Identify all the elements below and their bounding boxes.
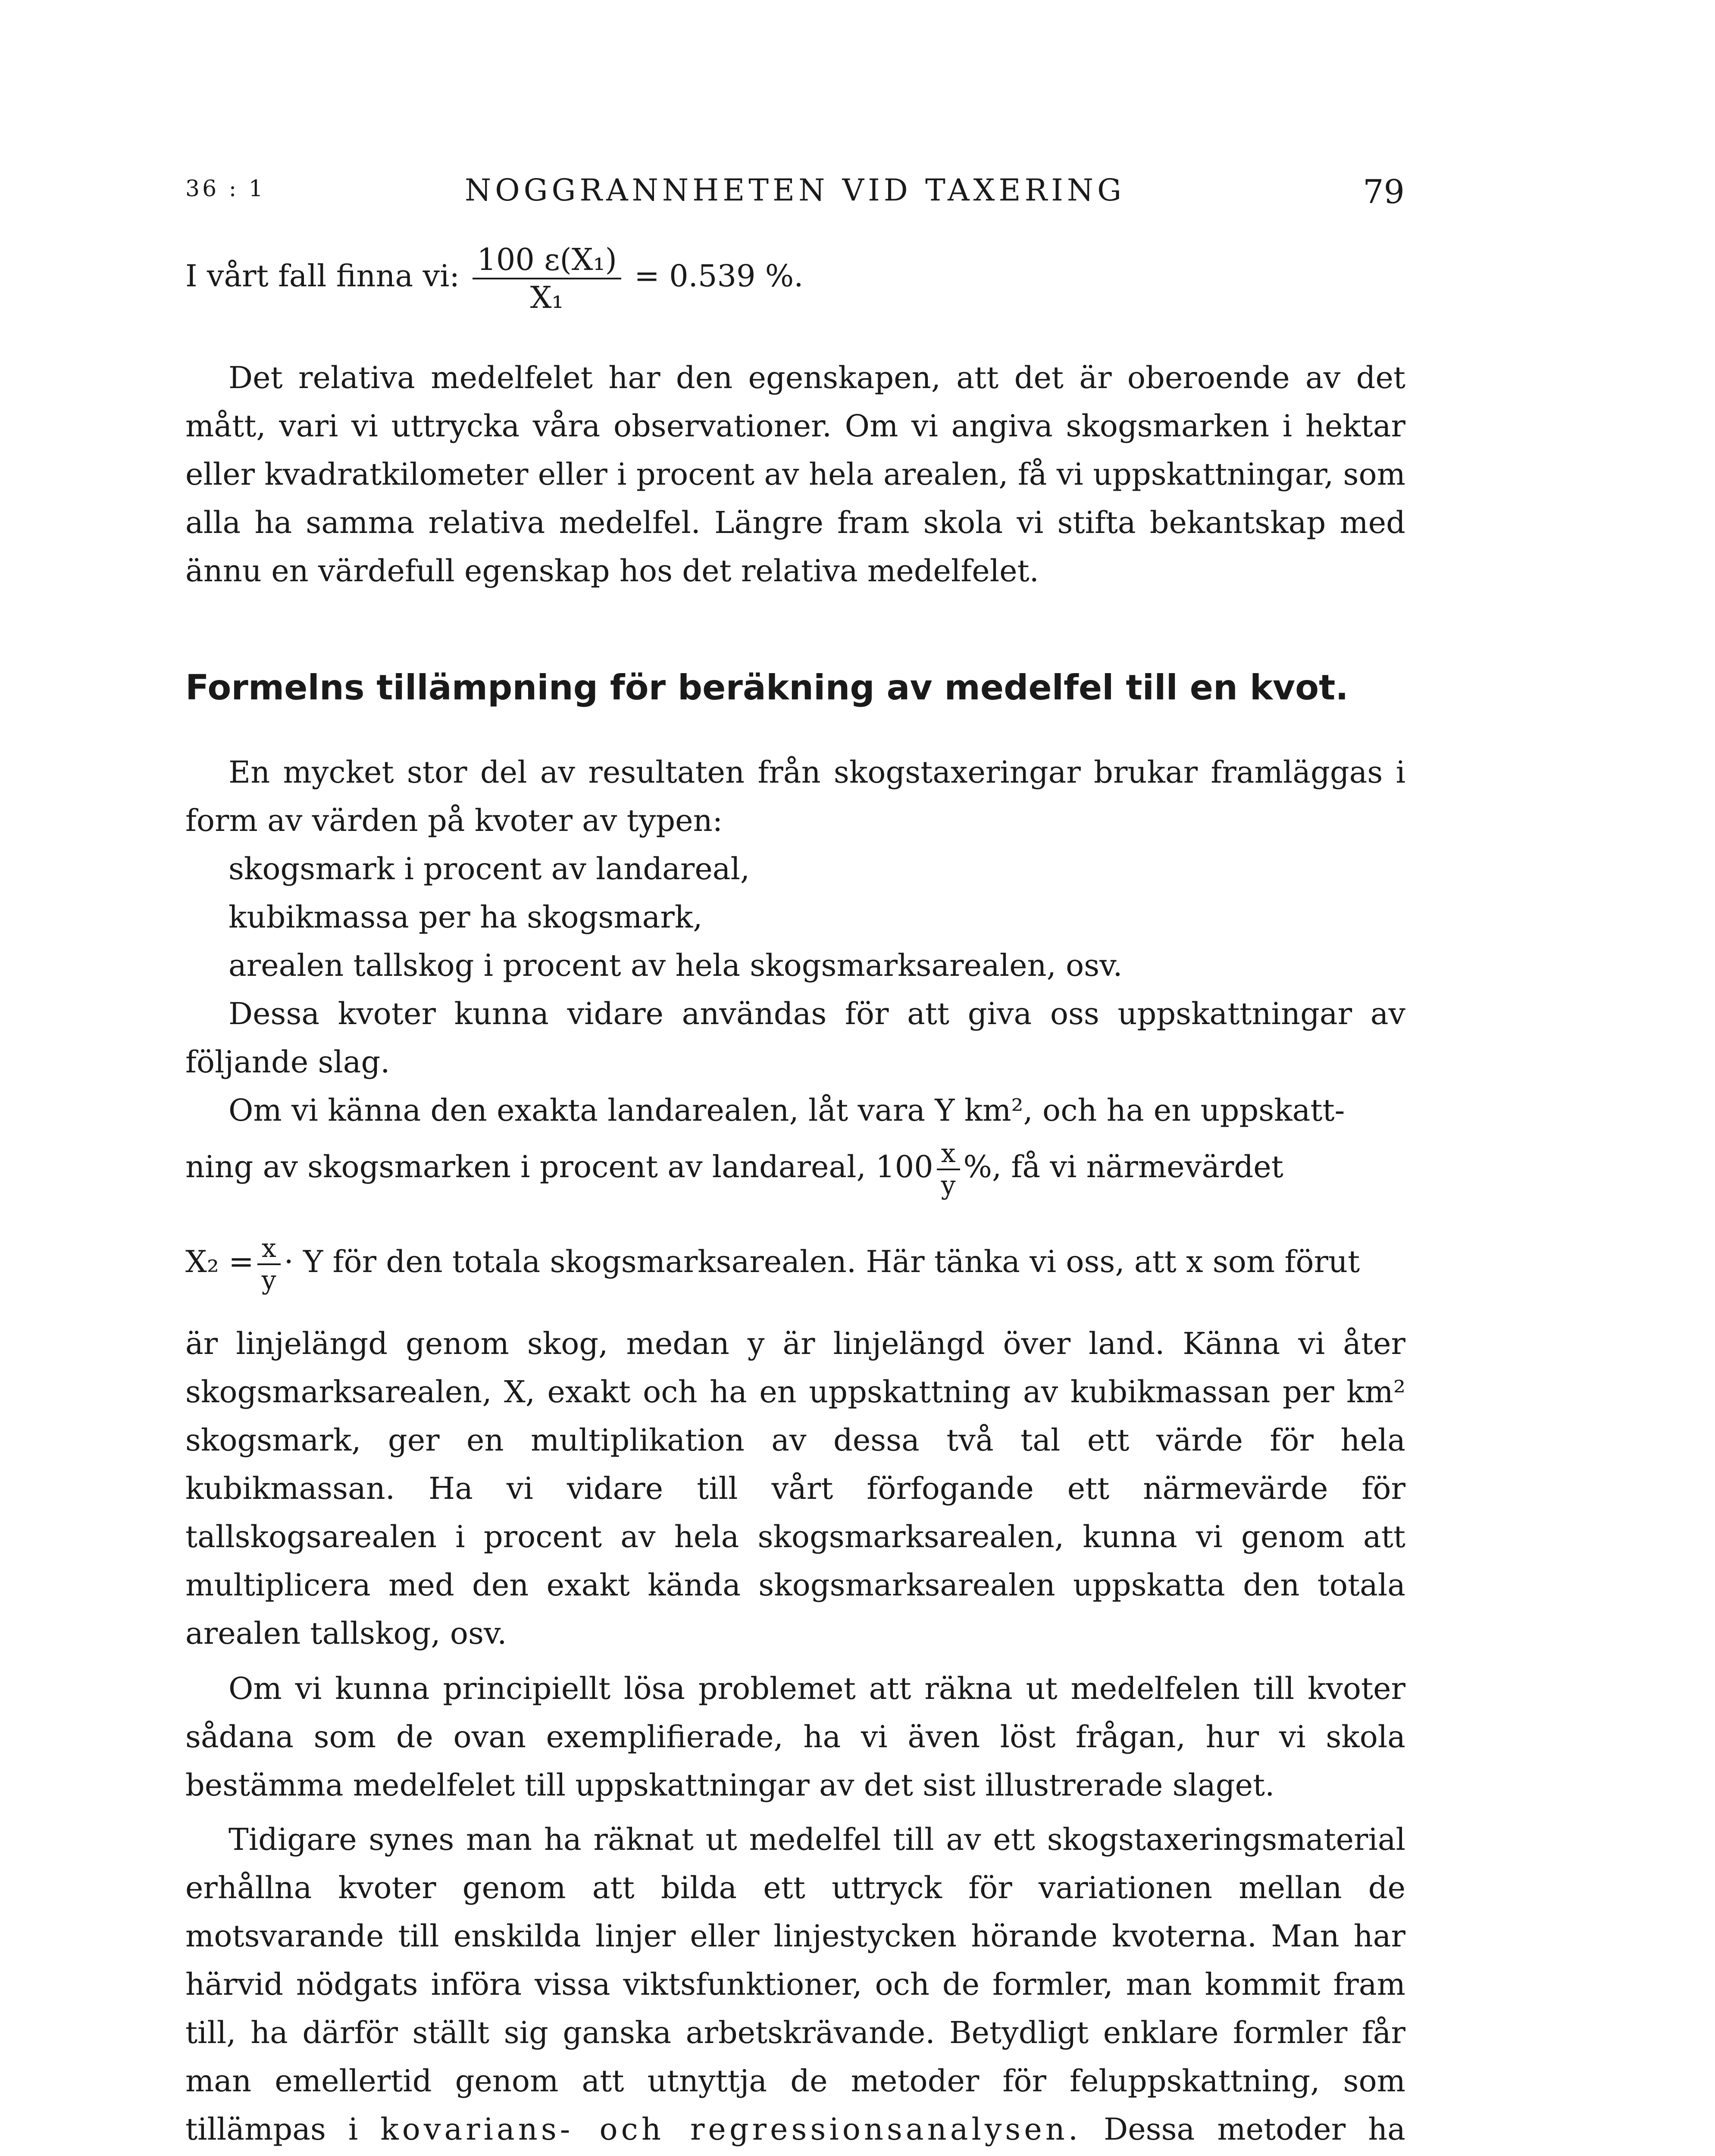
formula-fraction — [473, 241, 621, 316]
section-heading: Formelns tillämpning för beräkning av medelfel till en kvot. — [185, 667, 1349, 708]
fraction-denominator: y — [261, 1265, 276, 1295]
formula-lead: I vårt fall finna vi: — [185, 258, 460, 294]
line-2-text: ning av skogsmarken i procent av landareal, 100 — [185, 1149, 933, 1185]
fraction-numerator: x — [257, 1233, 281, 1265]
fraction-numerator: x — [937, 1138, 960, 1170]
paragraph-4-rest: är linjelängd genom skog, medan y är linjelängd över land. Känna vi åter skogsmarksarealen, X, exakt och ha en uppskattning av kubikmassan per km² skogsmark, ger en multiplikation av dessa två tal ett värde för hela kubikmassan. Ha vi vidare till vårt förfogande ett närmevärde för tallskogsarealen i procent av hela skogsmarksarealen, kunna vi genom att multiplicera med den exakt kända skogsmarksarealen uppskatta den totala arealen tallskog, osv. — [185, 1326, 1405, 1651]
running-title: NOGGRANNHETEN VID TAXERING — [464, 172, 1126, 208]
paragraph-6-part-2: Dessa metoder ha — [1104, 2112, 1405, 2147]
list-item: arealen tallskog i procent av hela skogsmarksarealen, osv. — [228, 948, 1123, 983]
paragraph-4-line-3 — [185, 1233, 1405, 1311]
paragraph-6-part-1: Tidigare synes man ha räknat ut medelfel till av ett skogstaxeringsmaterial erhållna kvoter genom att bilda ett uttryck för variationen mellan de motsvarande till enskilda linjer eller linjestycken hörande kvoterna. Man har härvid nödgats införa vissa viktsfunktioner, och de formler, man kommit fram till, ha därför ställt sig ganska arbetskrävande. Betydligt enklare formler får man emellertid genom att utnyttja de metoder för feluppskattning, som tillämpas i — [185, 1822, 1405, 2147]
fraction-x-over-y-2 — [257, 1233, 281, 1295]
line-2-text-end: %, få vi närmevärdet — [963, 1149, 1283, 1185]
paragraph-5: Om vi kunna principiellt lösa problemet att räkna ut medelfelen till kvoter sådana som de ovan exemplifierade, ha vi även löst frågan, hur vi skola bestämma medelfelet till uppskattningar av det sist illustrerade slaget. — [185, 1671, 1405, 1803]
paragraph-4-line-2 — [185, 1138, 1405, 1216]
formula-denominator: X₁ — [530, 280, 564, 315]
paragraph-1: Det relativa medelfelet har den egenskapen, att det är oberoende av det mått, vari vi uttrycka våra observationer. Om vi angiva skogsmarken i hektar eller kvadratkilometer eller i procent av hela arealen, få vi uppskattningar, som alla ha samma relativa medelfel. Längre fram skola vi stifta bekantskap med ännu en värdefull egenskap hos det relativa medelfelet. — [185, 360, 1405, 589]
list-item: skogsmark i procent av landareal, — [228, 851, 750, 887]
formula-result: = 0.539 %. — [634, 258, 804, 294]
running-header — [185, 172, 1405, 211]
list-item: kubikmassa per ha skogsmark, — [228, 899, 703, 935]
formula-numerator: 100 ε(X₁) — [473, 241, 621, 279]
paragraph-6 — [185, 1815, 1405, 2156]
line-3-end: · Y för den totala skogsmarksarealen. Här tänka vi oss, att x som förut — [284, 1244, 1360, 1279]
fraction-x-over-y — [937, 1138, 960, 1200]
line-3-start: X₂ = — [185, 1244, 254, 1279]
paragraph-3: Dessa kvoter kunna vidare användas för att giva oss uppskattningar av följande slag. — [185, 996, 1405, 1080]
page-number: 79 — [1363, 172, 1405, 211]
paragraph-4-line-1: Om vi känna den exakta landarealen, låt vara Y km², och ha en uppskatt- — [228, 1093, 1345, 1128]
section-number: 36 : 1 — [185, 176, 266, 202]
formula-line — [185, 241, 1405, 328]
fraction-denominator: y — [941, 1170, 956, 1200]
paragraph-2: En mycket stor del av resultaten från skogstaxeringar brukar framläggas i form av värden på kvoter av typen: — [185, 755, 1405, 838]
paragraph-6-spaced: kovarians- och regressionsanalysen. — [380, 2112, 1082, 2147]
